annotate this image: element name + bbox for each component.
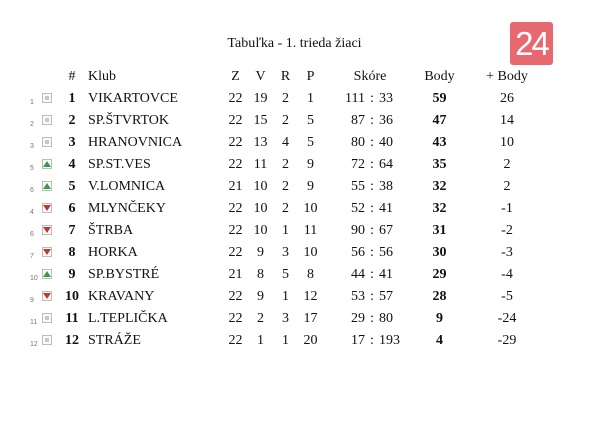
plus-points-cell: -24 — [497, 311, 517, 326]
previous-position: 2 — [30, 120, 34, 128]
club-name[interactable]: KRAVANY — [88, 289, 155, 304]
trend-indicator — [30, 334, 54, 348]
goals-against: 67 — [379, 223, 393, 238]
table-row — [30, 220, 542, 242]
wins-cell: 9 — [257, 245, 264, 260]
wins-cell: 19 — [253, 91, 268, 106]
score-value — [330, 135, 410, 151]
wins-cell: 10 — [253, 179, 268, 194]
draws-cell: 2 — [282, 91, 289, 106]
score-value — [330, 311, 410, 327]
draws-cell: 1 — [282, 223, 289, 238]
losses-cell: 10 — [303, 201, 318, 216]
plus-points-cell: 2 — [503, 157, 511, 172]
wins-cell: 9 — [257, 289, 264, 304]
points-cell: 30 — [432, 245, 447, 260]
arrow-down-icon — [42, 291, 52, 301]
wins-cell: 15 — [253, 113, 268, 128]
losses-cell: 17 — [303, 311, 318, 326]
header-draws: R — [280, 69, 291, 84]
losses-cell: 10 — [303, 245, 318, 260]
plus-points-cell: -1 — [501, 201, 513, 216]
previous-position: 1 — [30, 98, 34, 106]
score-cell — [323, 220, 417, 242]
draws-cell: 2 — [282, 201, 289, 216]
goals-against: 64 — [379, 157, 393, 172]
previous-position: 10 — [30, 274, 38, 282]
table-row — [30, 242, 542, 264]
points-cell: 4 — [436, 333, 443, 348]
logo-text: 24 — [515, 25, 548, 62]
position-cell: 10 — [65, 289, 79, 304]
header-score: Skóre — [353, 69, 387, 84]
losses-cell: 9 — [307, 157, 314, 172]
table-header — [30, 66, 542, 88]
goals-for: 17 — [351, 333, 365, 348]
wins-cell: 8 — [257, 267, 264, 282]
score-cell — [323, 308, 417, 330]
header-trend — [30, 66, 60, 88]
goals-against: 41 — [379, 201, 393, 216]
draws-cell: 3 — [282, 311, 289, 326]
previous-position: 12 — [30, 340, 38, 348]
score-cell — [323, 110, 417, 132]
points-cell: 29 — [432, 267, 447, 282]
club-name[interactable]: L.TEPLIČKA — [88, 311, 168, 326]
club-name[interactable]: SP.ST.VES — [88, 157, 151, 172]
goals-against: 40 — [379, 135, 393, 150]
wins-cell: 13 — [253, 135, 268, 150]
table-row — [30, 330, 542, 352]
position-cell: 8 — [68, 245, 76, 260]
table-row — [30, 264, 542, 286]
points-cell: 31 — [432, 223, 447, 238]
header-row — [30, 66, 542, 88]
goals-against: 41 — [379, 267, 393, 282]
club-name[interactable]: SP.BYSTRÉ — [88, 267, 160, 282]
plus-points-cell: 2 — [503, 179, 511, 194]
plus-points-cell: -3 — [501, 245, 513, 260]
previous-position: 6 — [30, 186, 34, 194]
games-cell: 21 — [228, 179, 243, 194]
previous-position: 5 — [30, 164, 34, 172]
wins-cell: 1 — [257, 333, 264, 348]
plus-points-cell: 10 — [500, 135, 514, 150]
plus-points-cell: 14 — [500, 113, 514, 128]
position-cell: 1 — [68, 91, 76, 106]
trend-indicator — [30, 202, 54, 216]
goals-for: 53 — [351, 289, 365, 304]
score-separator: : — [370, 201, 374, 216]
position-cell: 3 — [68, 135, 76, 150]
club-name[interactable]: V.LOMNICA — [88, 179, 166, 194]
trend-cell — [30, 220, 60, 242]
points-cell: 47 — [432, 113, 447, 128]
draws-cell: 2 — [282, 157, 289, 172]
goals-against: 80 — [379, 311, 393, 326]
goals-for: 52 — [351, 201, 365, 216]
header-club: Klub — [88, 69, 116, 84]
header-losses: P — [306, 69, 315, 84]
score-value — [330, 179, 410, 195]
draws-cell: 2 — [282, 179, 289, 194]
losses-cell: 20 — [303, 333, 318, 348]
no-change-icon — [42, 137, 52, 147]
points-cell: 9 — [436, 311, 443, 326]
score-separator: : — [370, 113, 374, 128]
losses-cell: 5 — [307, 113, 314, 128]
losses-cell: 11 — [303, 223, 318, 238]
draws-cell: 3 — [282, 245, 289, 260]
goals-against: 193 — [379, 333, 400, 348]
trend-indicator — [30, 268, 54, 282]
header-games: Z — [231, 69, 240, 84]
draws-cell: 1 — [282, 333, 289, 348]
losses-cell: 8 — [307, 267, 314, 282]
trend-cell — [30, 330, 60, 352]
arrow-down-icon — [42, 203, 52, 213]
goals-against: 33 — [379, 91, 393, 106]
score-value — [330, 157, 410, 173]
table-row — [30, 132, 542, 154]
games-cell: 21 — [228, 267, 243, 282]
trend-indicator — [30, 136, 54, 150]
score-cell — [323, 198, 417, 220]
trend-cell — [30, 176, 60, 198]
games-cell: 22 — [228, 311, 243, 326]
score-separator: : — [370, 245, 374, 260]
score-cell — [323, 132, 417, 154]
score-value — [330, 201, 410, 217]
no-change-icon — [42, 313, 52, 323]
score-cell — [323, 264, 417, 286]
header-points: Body — [424, 69, 455, 84]
score-separator: : — [370, 333, 374, 348]
goals-for: 44 — [351, 267, 365, 282]
club-name[interactable]: ŠTRBA — [88, 223, 134, 238]
goals-for: 72 — [351, 157, 365, 172]
trend-indicator — [30, 290, 54, 304]
score-value — [330, 267, 410, 283]
score-value — [330, 91, 410, 107]
plus-points-cell: 26 — [500, 91, 514, 106]
score-value — [330, 223, 410, 239]
games-cell: 22 — [228, 113, 243, 128]
points-cell: 32 — [432, 179, 447, 194]
arrow-up-icon — [42, 181, 52, 191]
goals-for: 80 — [351, 135, 365, 150]
table-row — [30, 308, 542, 330]
plus-points-cell: -2 — [501, 223, 513, 238]
goals-for: 55 — [351, 179, 365, 194]
page-title: Tabuľka - 1. trieda žiaci — [227, 36, 362, 51]
trend-cell — [30, 264, 60, 286]
wins-cell: 2 — [257, 311, 264, 326]
goals-for: 90 — [351, 223, 365, 238]
table-row — [30, 154, 542, 176]
games-cell: 22 — [228, 223, 243, 238]
trend-indicator — [30, 158, 54, 172]
position-cell: 12 — [65, 333, 79, 348]
table-body — [30, 88, 542, 352]
goals-against: 36 — [379, 113, 393, 128]
header-wins: V — [255, 69, 266, 84]
games-cell: 22 — [228, 135, 243, 150]
wins-cell: 11 — [253, 157, 268, 172]
trend-cell — [30, 198, 60, 220]
points-cell: 28 — [432, 289, 447, 304]
trend-cell — [30, 154, 60, 176]
position-cell: 11 — [65, 311, 79, 326]
previous-position: 11 — [30, 318, 38, 326]
score-cell — [323, 330, 417, 352]
losses-cell: 9 — [307, 179, 314, 194]
score-cell — [323, 176, 417, 198]
header-plus-points: + Body — [486, 69, 528, 84]
games-cell: 22 — [228, 245, 243, 260]
score-value — [330, 245, 410, 261]
trend-indicator — [30, 246, 54, 260]
games-cell: 22 — [228, 157, 243, 172]
points-cell: 32 — [432, 201, 447, 216]
wins-cell: 10 — [253, 223, 268, 238]
arrow-up-icon — [42, 269, 52, 279]
standings-table — [30, 66, 542, 352]
trend-indicator — [30, 114, 54, 128]
points-cell: 35 — [432, 157, 447, 172]
games-cell: 22 — [228, 333, 243, 348]
trend-cell — [30, 286, 60, 308]
goals-for: 56 — [351, 245, 365, 260]
score-cell — [323, 154, 417, 176]
trend-cell — [30, 110, 60, 132]
goals-for: 87 — [351, 113, 365, 128]
losses-cell: 5 — [307, 135, 314, 150]
arrow-down-icon — [42, 247, 52, 257]
position-cell: 7 — [68, 223, 76, 238]
points-cell: 43 — [432, 135, 447, 150]
trend-indicator — [30, 180, 54, 194]
score-separator: : — [370, 179, 374, 194]
position-cell: 5 — [68, 179, 76, 194]
score-cell — [323, 88, 417, 110]
table-row — [30, 176, 542, 198]
arrow-down-icon — [42, 225, 52, 235]
previous-position: 9 — [30, 296, 34, 304]
position-cell: 6 — [68, 201, 76, 216]
club-name[interactable]: HORKA — [88, 245, 138, 260]
goals-against: 56 — [379, 245, 393, 260]
score-value — [330, 113, 410, 129]
trend-indicator — [30, 92, 54, 106]
score-value — [330, 289, 410, 305]
score-cell — [323, 242, 417, 264]
club-name[interactable]: STRÁŽE — [88, 333, 141, 348]
plus-points-cell: -4 — [501, 267, 513, 282]
score-separator: : — [370, 157, 374, 172]
table-row — [30, 88, 542, 110]
no-change-icon — [42, 335, 52, 345]
goals-against: 38 — [379, 179, 393, 194]
previous-position: 6 — [30, 230, 34, 238]
table-row — [30, 286, 542, 308]
points-cell: 59 — [432, 91, 447, 106]
games-cell: 22 — [228, 91, 243, 106]
score-separator: : — [370, 311, 374, 326]
losses-cell: 12 — [303, 289, 318, 304]
trend-cell — [30, 88, 60, 110]
score-separator: : — [370, 289, 374, 304]
goals-for: 111 — [345, 91, 365, 106]
position-cell: 9 — [68, 267, 76, 282]
goals-against: 57 — [379, 289, 393, 304]
position-cell: 4 — [68, 157, 76, 172]
games-cell: 22 — [228, 201, 243, 216]
club-name[interactable]: MLYNČEKY — [88, 201, 166, 216]
score-separator: : — [370, 267, 374, 282]
losses-cell: 1 — [307, 91, 314, 106]
no-change-icon — [42, 93, 52, 103]
plus-points-cell: -5 — [501, 289, 513, 304]
previous-position: 7 — [30, 252, 34, 260]
score-separator: : — [370, 91, 374, 106]
header-position: # — [68, 69, 76, 84]
draws-cell: 4 — [282, 135, 289, 150]
score-separator: : — [370, 135, 374, 150]
goals-for: 29 — [351, 311, 365, 326]
arrow-up-icon — [42, 159, 52, 169]
trend-cell — [30, 132, 60, 154]
table-row — [30, 110, 542, 132]
position-cell: 2 — [68, 113, 76, 128]
previous-position: 3 — [30, 142, 34, 150]
score-cell — [323, 286, 417, 308]
club-name[interactable]: SP.ŠTVRTOK — [88, 113, 169, 128]
plus-points-cell: -29 — [497, 333, 517, 348]
no-change-icon — [42, 115, 52, 125]
wins-cell: 10 — [253, 201, 268, 216]
games-cell: 22 — [228, 289, 243, 304]
previous-position: 4 — [30, 208, 34, 216]
score-separator: : — [370, 223, 374, 238]
club-name[interactable]: HRANOVNICA — [88, 135, 183, 150]
trend-indicator — [30, 224, 54, 238]
table-row — [30, 198, 542, 220]
score-value — [330, 333, 410, 349]
draws-cell: 5 — [282, 267, 289, 282]
club-name[interactable]: VIKARTOVCE — [88, 91, 178, 106]
draws-cell: 1 — [282, 289, 289, 304]
draws-cell: 2 — [282, 113, 289, 128]
trend-indicator — [30, 312, 54, 326]
trend-cell — [30, 242, 60, 264]
trend-cell — [30, 308, 60, 330]
